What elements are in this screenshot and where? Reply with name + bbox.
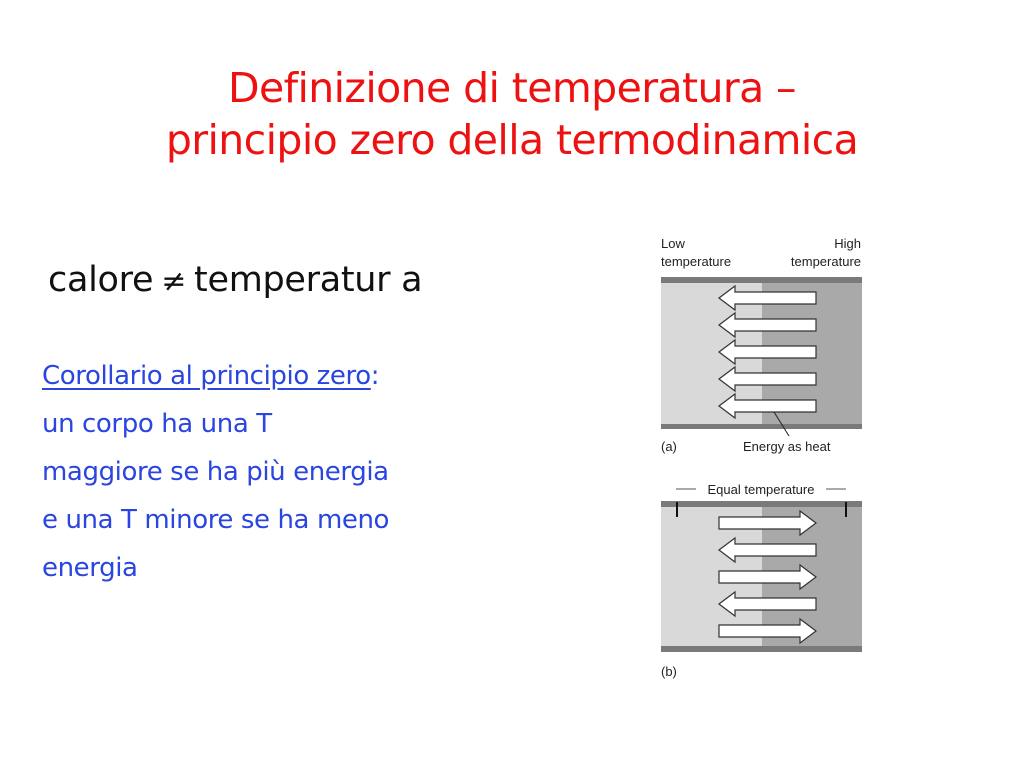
corollary-line-3: e una T minore se ha meno	[42, 505, 390, 535]
panel-a-bottom-wall	[661, 424, 862, 429]
corollary-colon: :	[370, 361, 380, 391]
panel-a	[661, 236, 862, 454]
panel-b	[661, 482, 862, 679]
panel-b-top-label: Equal temperature	[707, 482, 815, 497]
corollary-text	[42, 352, 512, 592]
corollary-line-1: un corpo ha una T	[42, 409, 272, 439]
corollary-line-2: maggiore se ha più energia	[42, 457, 389, 487]
title-line-1: Definizione di temperatura –	[228, 64, 796, 112]
panel-b-caption: (b)	[661, 664, 677, 679]
panel-a-left-label-2: temperature	[661, 254, 732, 269]
corollary-heading-line	[42, 352, 512, 400]
panel-a-right-label-2: temperature	[790, 254, 861, 269]
corollary-line-4: energia	[42, 553, 138, 583]
not-equal-symbol: ≠	[161, 264, 187, 299]
title-line-2: principio zero della termodinamica	[165, 116, 859, 164]
slide-title	[20, 62, 1004, 166]
panel-a-arrow-label: Energy as heat	[743, 439, 831, 454]
panel-a-caption: (a)	[661, 439, 677, 454]
heat-transfer-figure	[640, 226, 880, 686]
panel-a-right-label-1: High	[834, 236, 861, 251]
formula	[48, 260, 422, 300]
corollary-heading: Corollario al principio zero	[42, 361, 371, 391]
panel-b-top-wall	[661, 501, 862, 507]
panel-b-bottom-wall	[661, 646, 862, 652]
formula-right: temperatur a	[194, 260, 423, 300]
panel-a-left-label-1: Low	[661, 236, 685, 251]
panel-a-top-wall	[661, 277, 862, 283]
formula-left: calore	[48, 260, 154, 300]
